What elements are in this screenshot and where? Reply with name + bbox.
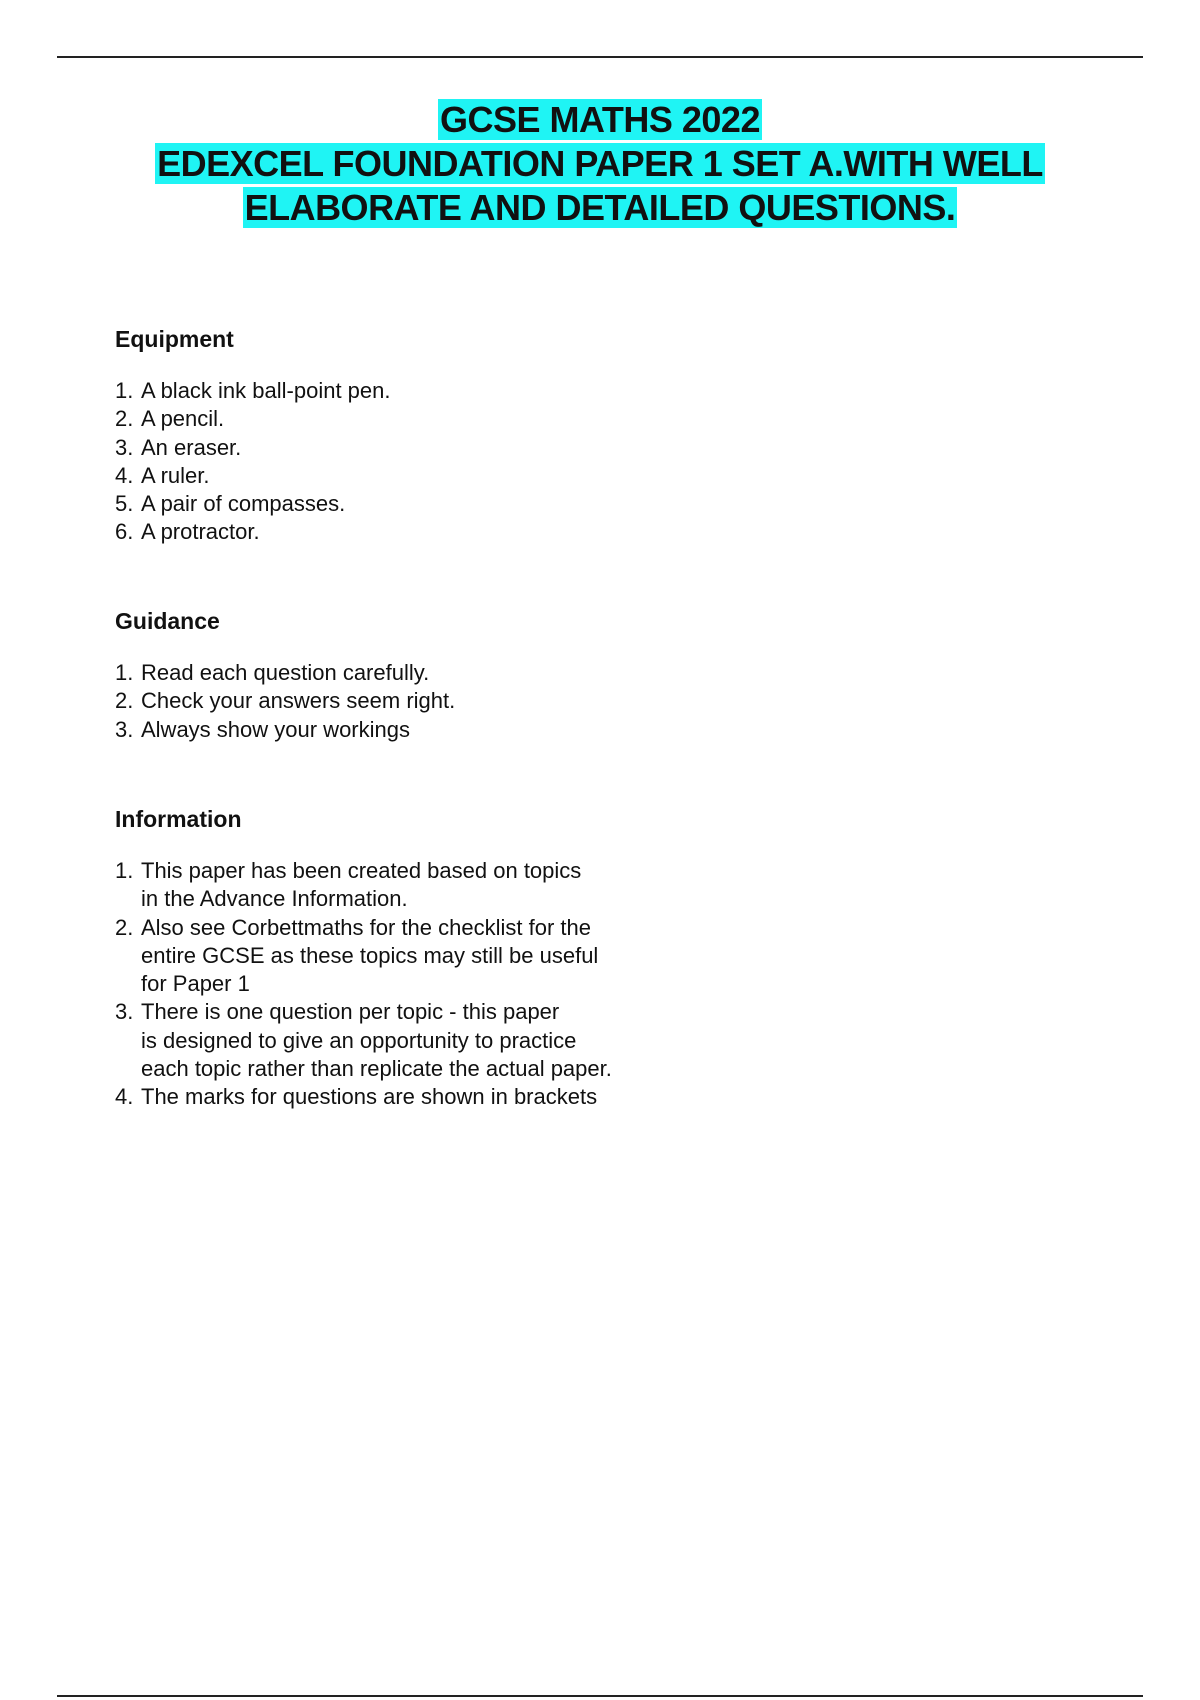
list-item: [115, 687, 815, 715]
title-line-3-text: ELABORATE AND DETAILED QUESTIONS.: [244, 187, 956, 228]
item-number: 1.: [115, 378, 134, 403]
equipment-section: [115, 325, 815, 547]
item-text: An eraser.: [141, 434, 242, 460]
list-item: [115, 462, 815, 490]
information-list: [115, 857, 815, 1112]
list-item: [115, 1083, 815, 1111]
list-item: [115, 518, 815, 546]
item-number: 1.: [115, 858, 134, 883]
list-item: [115, 377, 815, 405]
list-item: [115, 490, 815, 518]
item-text: Always show your workings: [141, 716, 410, 742]
item-number: 2.: [115, 914, 134, 940]
information-heading: Information: [115, 806, 242, 832]
equipment-heading: Equipment: [115, 326, 234, 352]
item-text: Also see Corbettmaths for the checklist for the entire GCSE as these topics may still be useful for Paper 1: [141, 914, 599, 997]
list-item: [115, 405, 815, 433]
item-text: A protractor.: [141, 519, 260, 545]
equipment-list: [115, 377, 815, 547]
item-text: A pencil.: [141, 406, 225, 432]
item-number: 3.: [115, 999, 134, 1025]
item-number: 3.: [115, 716, 134, 742]
list-item: [115, 998, 815, 1083]
item-number: 4.: [115, 1084, 134, 1110]
list-item: [115, 716, 815, 744]
guidance-heading: Guidance: [115, 608, 220, 634]
title-line-2-text: EDEXCEL FOUNDATION PAPER 1 SET A.WITH WELL: [157, 143, 1043, 184]
item-text: A black ink ball-point pen.: [141, 378, 391, 403]
title-line-1: [0, 98, 1200, 142]
top-divider: [57, 56, 1143, 58]
item-text: The marks for questions are shown in brackets: [141, 1084, 598, 1110]
item-number: 1.: [115, 660, 134, 685]
item-number: 5.: [115, 491, 134, 517]
list-item: [115, 434, 815, 462]
item-text: A ruler.: [141, 462, 210, 488]
list-item: [115, 659, 815, 687]
item-text: Read each question carefully.: [141, 660, 430, 685]
item-text: A pair of compasses.: [141, 491, 346, 517]
item-number: 6.: [115, 519, 134, 545]
item-number: 4.: [115, 462, 134, 488]
document-title: [0, 98, 1200, 230]
item-number: 2.: [115, 688, 134, 714]
item-number: 3.: [115, 434, 134, 460]
list-item: [115, 857, 815, 914]
bottom-divider: [57, 1695, 1143, 1697]
guidance-list: [115, 659, 815, 744]
item-text: This paper has been created based on topics in the Advance Information.: [141, 858, 582, 912]
list-item: [115, 914, 815, 999]
title-line-2: [0, 142, 1200, 186]
item-text: Check your answers seem right.: [141, 688, 456, 714]
item-text: There is one question per topic - this paper is designed to give an opportunity to practice each topic rather than replicate the actual paper.: [141, 999, 612, 1082]
title-line-3: [0, 186, 1200, 230]
guidance-section: [115, 607, 815, 744]
item-number: 2.: [115, 406, 134, 432]
information-section: [115, 805, 815, 1112]
title-line-1-text: GCSE MATHS 2022: [440, 99, 760, 140]
